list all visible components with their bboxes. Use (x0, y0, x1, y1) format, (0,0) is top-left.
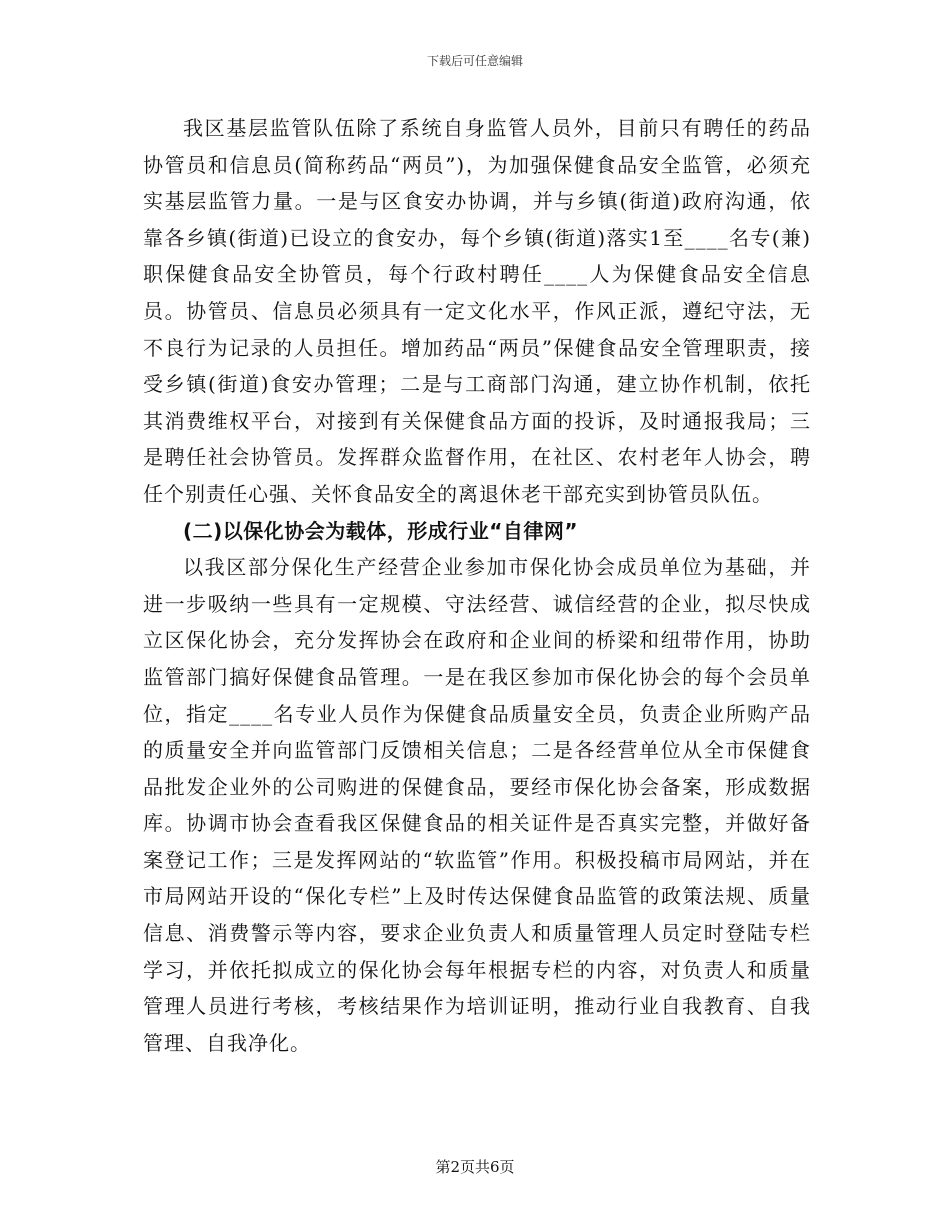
document-body (143, 110, 811, 1061)
body-paragraph-2: 以我区部分保化生产经营企业参加市保化协会成员单位为基础，并进一步吸纳一些具有一定规模、守法经营、诚信经营的企业，拟尽快成立区保化协会，充分发挥协会在政府和企业间的桥梁和纽带作用，协助监管部门搞好保健食品管理。一是在我区参加市保化协会的每个会员单位，指定____名专业人员作为保健食品质量安全员，负责企业所购产品的质量安全并向监管部门反馈相关信息；二是各经营单位从全市保健食品批发企业外的公司购进的保健食品，要经市保化协会备案，形成数据库。协调市协会查看我区保健食品的相关证件是否真实完整，并做好备案登记工作；三是发挥网站的“软监管”作用。积极投稿市局网站，并在市局网站开设的“保化专栏”上及时传达保健食品监管的政策法规、质量信息、消费警示等内容，要求企业负责人和质量管理人员定时登陆专栏学习，并依托拟成立的保化协会每年根据专栏的内容，对负责人和质量管理人员进行考核，考核结果作为培训证明，推动行业自我教育、自我管理、自我净化。 (143, 555, 811, 1055)
body-paragraph-1: 我区基层监管队伍除了系统自身监管人员外，目前只有聘任的药品协管员和信息员(简称药品“两员”)，为加强保健食品安全监管，必须充实基层监管力量。一是与区食安办协调，并与乡镇(街道)政府沟通，依靠各乡镇(街道)已设立的食安办，每个乡镇(街道)落实1至____名专(兼)职保健食品安全协管员，每个行政村聘任____人为保健食品安全信息员。协管员、信息员必须具有一定文化水平，作风正派，遵纪守法，无不良行为记录的人员担任。增加药品“两员”保健食品安全管理职责，接受乡镇(街道)食安办管理；二是与工商部门沟通，建立协作机制，依托其消费维权平台，对接到有关保健食品方面的投诉，及时通报我局；三是聘任社会协管员。发挥群众监督作用，在社区、农村老年人协会，聘任个别责任心强、关怀食品安全的离退休老干部充实到协管员队伍。 (143, 116, 811, 506)
section-heading-2: (二)以保化协会为载体，形成行业“自律网” (183, 518, 579, 543)
page-header: 下载后可任意编辑 (426, 54, 523, 68)
page-footer: 第2页共6页 (435, 1158, 515, 1176)
